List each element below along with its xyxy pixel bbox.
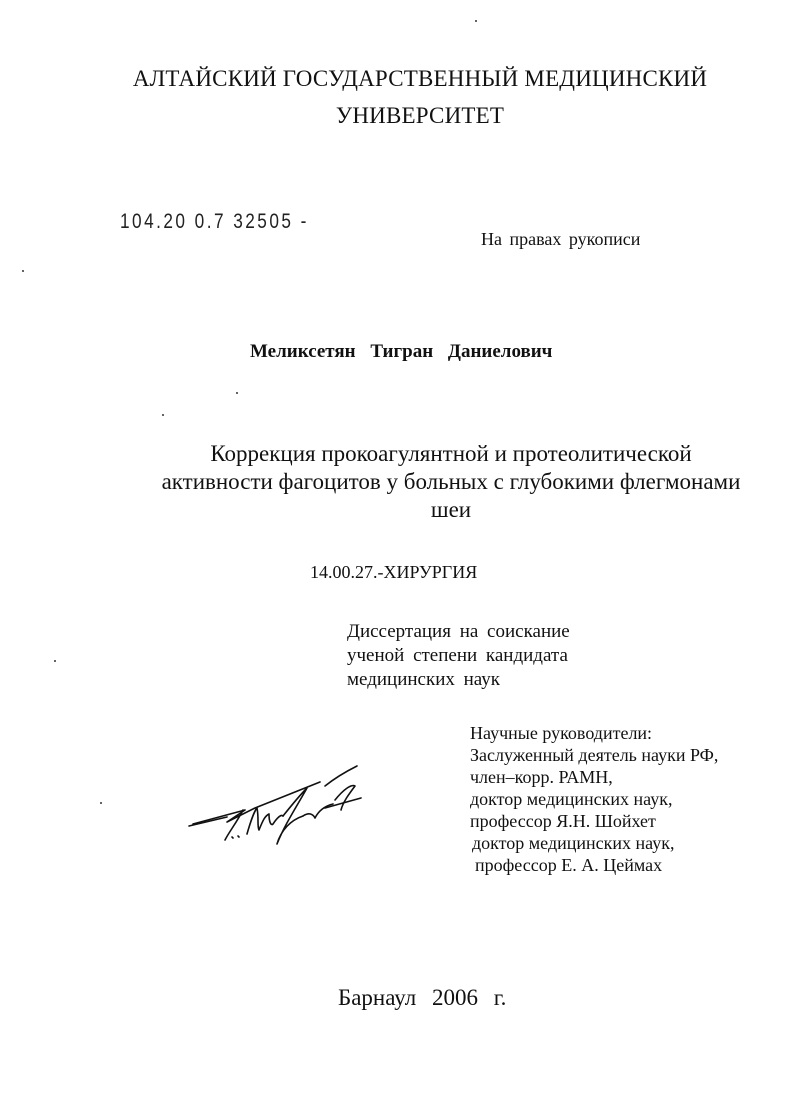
title-line-3: шеи bbox=[430, 497, 472, 522]
degree-line-1: Диссертация на соискание bbox=[347, 621, 570, 642]
title-line-1: Коррекция прокоагулянтной и протеолитической bbox=[210, 441, 692, 466]
handwritten-signature-icon bbox=[185, 760, 385, 870]
scan-speck bbox=[100, 802, 102, 804]
specialty-code: 14.00.27.-ХИРУРГИЯ bbox=[310, 562, 478, 582]
degree-line-2: ученой степени кандидата bbox=[347, 645, 568, 666]
dissertation-degree bbox=[347, 620, 570, 692]
scan-speck bbox=[22, 270, 24, 272]
scan-speck bbox=[162, 414, 164, 416]
author-name: Меликсетян Тигран Даниелович bbox=[250, 341, 553, 362]
supervisor-line: профессор Е. А. Цеймах bbox=[475, 855, 663, 875]
city-and-year: Барнаул 2006 г. bbox=[338, 985, 507, 1010]
title-line-2: активности фагоцитов у больных с глубокими флегмонами bbox=[161, 469, 741, 494]
university-name-line2: УНИВЕРСИТЕТ bbox=[335, 103, 505, 128]
dissertation-title bbox=[0, 440, 792, 524]
scan-speck bbox=[236, 392, 238, 394]
supervisor-line: доктор медицинских наук, bbox=[472, 833, 675, 853]
supervisor-line: член–корр. РАМН, bbox=[470, 767, 613, 787]
scan-speck bbox=[54, 660, 56, 662]
university-name-line1: АЛТАЙСКИЙ ГОСУДАРСТВЕННЫЙ МЕДИЦИНСКИЙ bbox=[132, 66, 708, 91]
supervisor-line: доктор медицинских наук, bbox=[470, 789, 673, 809]
supervisor-line: Заслуженный деятель науки РФ, bbox=[470, 745, 719, 765]
rights-note: На правах рукописи bbox=[481, 229, 641, 249]
supervisor-line: профессор Я.Н. Шойхет bbox=[470, 811, 656, 831]
library-stamp: 104.20 0.7 32505 - bbox=[120, 210, 309, 233]
degree-line-3: медицинских наук bbox=[347, 669, 500, 690]
supervisors-heading: Научные руководители: bbox=[470, 723, 653, 743]
scientific-supervisors bbox=[470, 722, 718, 876]
scan-speck bbox=[475, 20, 477, 22]
